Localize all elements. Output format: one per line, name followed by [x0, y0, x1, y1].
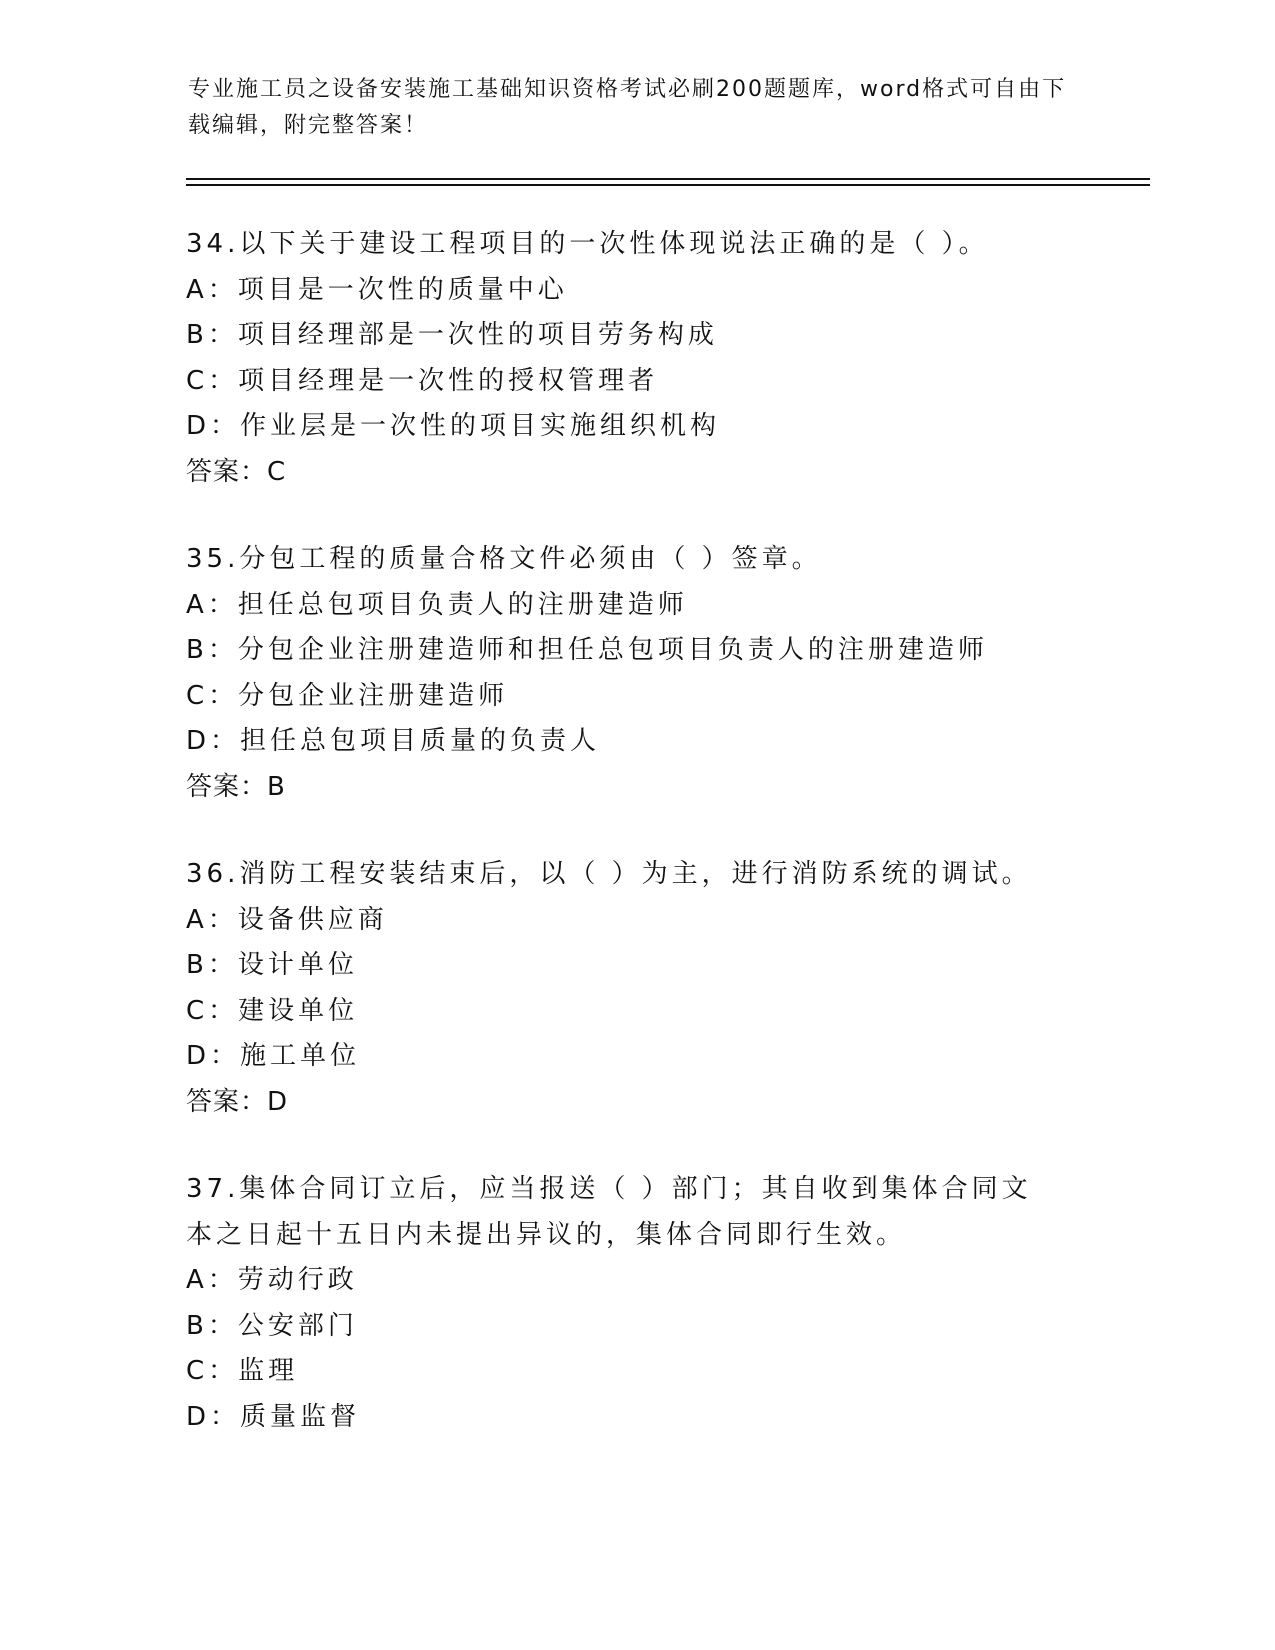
question-stem: 37.集体合同订立后，应当报送（ ）部门；其自收到集体合同文本之日起十五日内未提出异议的，集体合同即行生效。	[186, 1174, 1032, 1250]
option-a: A：担任总包项目负责人的注册建造师	[186, 589, 688, 620]
question-36	[186, 852, 1086, 1125]
question-34	[186, 222, 1086, 495]
option-d: D：施工单位	[186, 1041, 361, 1071]
option-c: C：分包企业注册建造师	[186, 680, 509, 711]
option-b: B：公安部门	[186, 1310, 358, 1341]
answer: 答案：D	[186, 1086, 289, 1117]
option-a: A：项目是一次性的质量中心	[186, 274, 568, 305]
option-b: B：分包企业注册建造师和担任总包项目负责人的注册建造师	[186, 635, 988, 665]
option-d: D：质量监督	[186, 1401, 361, 1432]
header-divider-top	[186, 178, 1150, 180]
option-d: D：作业层是一次性的项目实施组织机构	[186, 411, 721, 441]
question-stem: 34.以下关于建设工程项目的一次性体现说法正确的是（ ）。	[186, 229, 989, 259]
option-a: A：设备供应商	[186, 904, 388, 935]
question-37	[186, 1167, 1086, 1440]
option-a: A：劳动行政	[186, 1265, 358, 1295]
option-d: D：担任总包项目质量的负责人	[186, 726, 601, 756]
option-c: C：建设单位	[186, 995, 359, 1026]
option-b: B：项目经理部是一次性的项目劳务构成	[186, 320, 718, 350]
question-stem: 35.分包工程的质量合格文件必须由（ ）签章。	[186, 544, 822, 574]
answer: 答案：B	[186, 771, 286, 802]
option-c: C：监理	[186, 1356, 299, 1386]
header-divider-bottom	[186, 184, 1150, 186]
option-c: C：项目经理是一次性的授权管理者	[186, 365, 659, 396]
option-b: B：设计单位	[186, 950, 358, 980]
question-35	[186, 537, 1086, 810]
document-header: 专业施工员之设备安装施工基础知识资格考试必刷200题题库，word格式可自由下载编辑，附完整答案！	[188, 77, 1067, 138]
question-stem: 36.消防工程安装结束后，以（ ）为主，进行消防系统的调试。	[186, 859, 1032, 889]
answer: 答案：C	[186, 456, 287, 487]
